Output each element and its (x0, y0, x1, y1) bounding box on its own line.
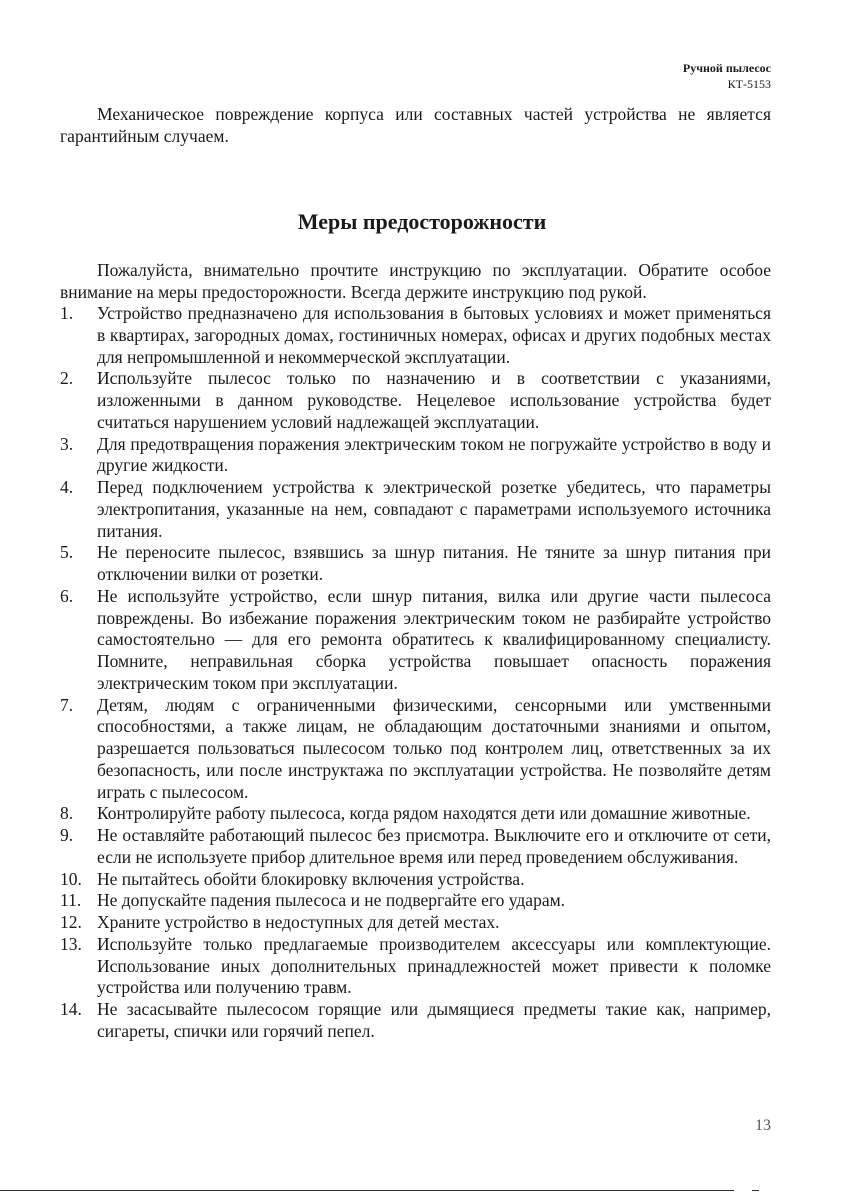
list-item (60, 869, 771, 891)
item-number: 13. (60, 933, 82, 954)
item-number: 10. (60, 868, 82, 889)
item-text: Перед подключением устройства к электрической розетке убедитесь, что параметры электропитания, указанные на нем, совпадают с параметрами используемого источника питания. (97, 477, 771, 541)
page-header (683, 60, 771, 92)
lead-paragraph: Пожалуйста, внимательно прочтите инструкцию по эксплуатации. Обратите особое внимание на меры предосторожности. Всегда держите инструкцию под рукой. (60, 260, 771, 302)
item-text: Для предотвращения поражения электрическим током не погружайте устройство в воду и другие жидкости. (97, 433, 771, 476)
item-number: 7. (60, 694, 74, 715)
list-item (60, 912, 771, 934)
item-text: Не переносите пылесос, взявшись за шнур питания. Не тяните за шнур питания при отключении вилки от розетки. (97, 542, 771, 584)
list-item (60, 695, 771, 804)
list-item (60, 368, 771, 433)
item-number: 2. (60, 368, 74, 389)
product-name: Ручной пылесос (682, 61, 771, 75)
item-number: 12. (60, 912, 82, 932)
footer-tick (752, 1190, 759, 1191)
item-text: Устройство предназначено для использования в бытовых условиях и может применяться в квартирах, загородных домах, гостиничных номерах, офисах и других подобных местах для непромышленной и некоммерческой эксплуатации. (97, 303, 771, 367)
item-number: 11. (60, 890, 82, 911)
list-item (60, 477, 771, 542)
list-item (60, 890, 771, 912)
item-number: 14. (60, 999, 82, 1019)
item-number: 6. (60, 585, 74, 606)
precautions-list (60, 303, 771, 1043)
item-number: 3. (60, 433, 74, 454)
section-title: Меры предосторожности (297, 209, 547, 234)
warranty-note: Механическое повреждение корпуса или составных частей устройства не является гарантийным случаем. (60, 104, 771, 146)
item-text: Детям, людям с ограниченными физическими, сенсорными или умственными способностями, а также лицам, не обладающим достаточными знаниями и опытом, разрешается пользоваться пылесосом только под контролем лиц, ответственных за их безопасность, или после инструктажа по эксплуатации устройства. Не позволяйте детям играть с пылесосом. (97, 694, 771, 802)
item-number: 1. (60, 303, 74, 323)
model-number: КТ-5153 (727, 77, 771, 91)
item-text: Не допускайте падения пылесоса и не подвергайте его ударам. (97, 890, 566, 911)
item-text: Используйте пылесос только по назначению и в соответствии с указаниями, изложенными в данном руководстве. Нецелевое использование устройства будет считаться нарушением условий надлежащей эксплуатации. (97, 368, 771, 432)
item-number: 8. (60, 803, 74, 824)
item-text: Используйте только предлагаемые производителем аксессуары или комплектующие. Использование иных дополнительных принадлежностей может привести к поломке устройства или получению травм. (97, 933, 771, 998)
item-text: Храните устройство в недоступных для детей местах. (97, 912, 500, 932)
item-number: 5. (60, 542, 74, 563)
item-number: 4. (60, 477, 74, 497)
item-text: Не пытайтесь обойти блокировку включения устройства. (97, 868, 525, 889)
item-text: Не используйте устройство, если шнур питания, вилка или другие части пылесоса повреждены. Во избежание поражения электрическим током не разбирайте устройство самостоятельно — для его ремонта обратитесь к квалифицированному специалисту. Помните, неправильная сборка устройства повышает опасность поражения электрическим током при эксплуатации. (97, 585, 771, 693)
item-text: Не оставляйте работающий пылесос без присмотра. Выключите его и отключите от сети, если не используете прибор длительное время или перед проведением обслуживания. (97, 825, 771, 867)
list-item (60, 586, 771, 695)
list-item (60, 934, 771, 999)
item-text: Контролируйте работу пылесоса, когда рядом находятся дети или домашние животные. (97, 803, 751, 824)
list-item (60, 999, 771, 1043)
list-item (60, 303, 771, 368)
list-item (60, 825, 771, 869)
list-item (60, 434, 771, 478)
page-number: 13 (755, 1117, 771, 1134)
footer-rule (0, 1190, 734, 1191)
item-text: Не засасывайте пылесосом горящие или дымящиеся предметы такие как, например, сигареты, спички или горячий пепел. (97, 999, 771, 1041)
item-number: 9. (60, 825, 74, 845)
list-item (60, 803, 771, 825)
list-item (60, 542, 771, 586)
